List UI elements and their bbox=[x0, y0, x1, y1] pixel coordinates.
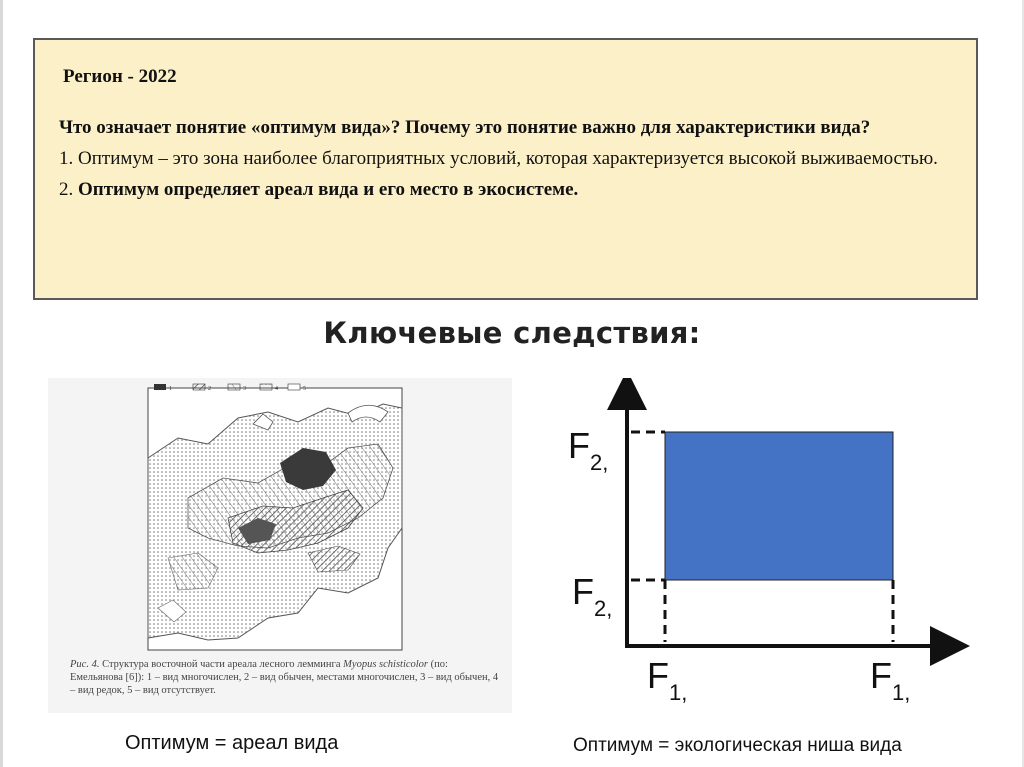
question-answer-block bbox=[59, 112, 959, 205]
f2-top-base: F bbox=[568, 425, 590, 466]
info-box bbox=[33, 38, 978, 300]
legend-label-1: 1 bbox=[169, 386, 172, 392]
f2-bottom-label bbox=[572, 571, 613, 621]
optimum-range-caption: Оптимум = ареал вида bbox=[125, 732, 339, 754]
f1-right-base: F bbox=[870, 655, 892, 696]
legend-label-5: 5 bbox=[303, 386, 306, 392]
caption-rest: (по: Емельянова [6]): 1 – вид многочислен, 2 – вид обычен, местами многочислен, 3 – вид обычен, 4 – вид редок, 5 – вид отсутствует. bbox=[70, 659, 499, 696]
answer-1-text: 1. Оптимум – это зона наиболее благоприятных условий, которая характеризуется высокой выживаемостью. bbox=[59, 148, 938, 169]
f1-left-label bbox=[647, 655, 688, 705]
niche-rectangle bbox=[665, 432, 893, 580]
map-caption bbox=[70, 658, 500, 697]
caption-species: Myopus schisticolor bbox=[343, 659, 429, 670]
f1-right-label bbox=[870, 655, 911, 705]
answer-2-text: Оптимум определяет ареал вида и его место в экосистеме. bbox=[78, 179, 579, 200]
slide-edge-left bbox=[0, 0, 3, 767]
legend-label-3: 3 bbox=[243, 386, 246, 392]
niche-diagram-graphic bbox=[555, 378, 975, 708]
optimum-niche-caption: Оптимум = экологическая ниша вида bbox=[573, 735, 902, 756]
f2-top-label bbox=[568, 425, 609, 475]
f1-right-sub: 1, bbox=[892, 680, 911, 705]
caption-figure-number: Рис. 4. bbox=[70, 659, 100, 670]
legend-label-2: 2 bbox=[208, 386, 211, 392]
f1-left-sub: 1, bbox=[669, 680, 688, 705]
question-text: Что означает понятие «оптимум вида»? Почему это понятие важно для характеристики вида? bbox=[59, 117, 871, 138]
answer-2 bbox=[59, 174, 959, 205]
answer-2-number: 2. bbox=[59, 179, 74, 200]
legend-label-4: 4 bbox=[275, 386, 278, 392]
f2-bottom-base: F bbox=[572, 571, 594, 612]
f1-left-base: F bbox=[647, 655, 669, 696]
section-heading: Ключевые следствия: bbox=[323, 316, 701, 350]
niche-diagram bbox=[555, 378, 975, 708]
f2-top-sub: 2, bbox=[590, 450, 609, 475]
region-label: Регион - 2022 bbox=[63, 66, 177, 87]
range-map-figure bbox=[48, 378, 512, 713]
f2-bottom-sub: 2, bbox=[594, 596, 613, 621]
caption-text: Структура восточной части ареала лесного лемминга bbox=[102, 659, 341, 670]
